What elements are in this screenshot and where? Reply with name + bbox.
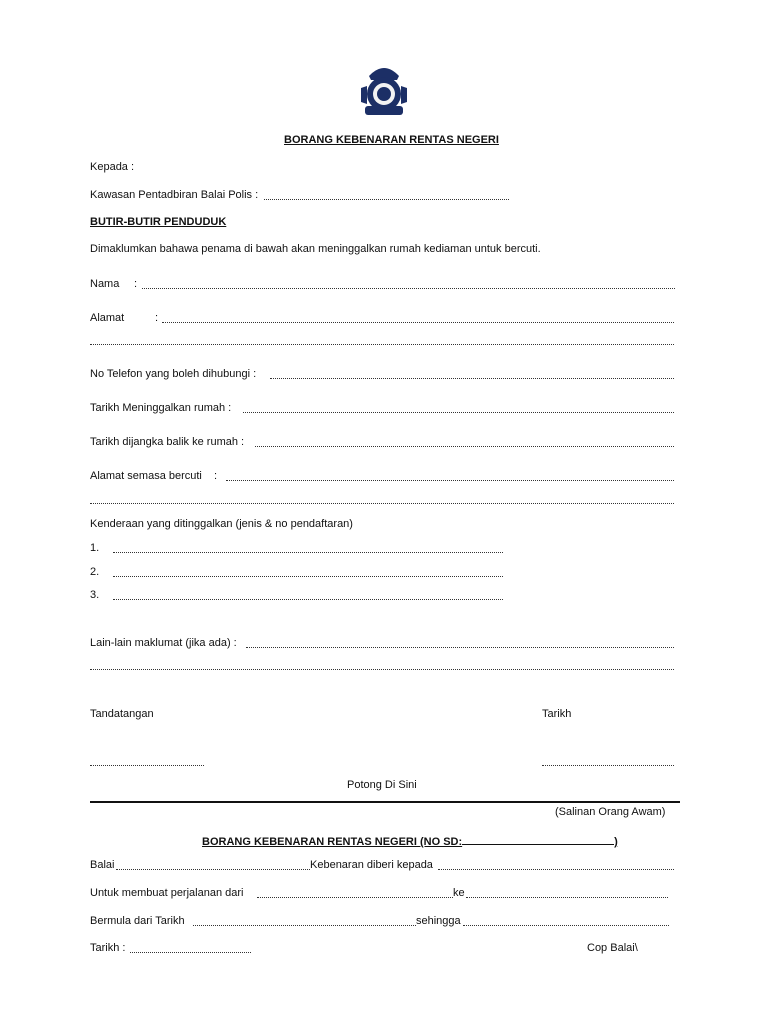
section-heading: BUTIR-BUTIR PENDUDUK: [90, 216, 227, 228]
slip-kebenaran-field[interactable]: [438, 869, 674, 870]
kawasan-label: Kawasan Pentadbiran Balai Polis :: [90, 189, 259, 201]
kawasan-field[interactable]: [264, 199, 509, 200]
police-crest-icon: [351, 58, 417, 124]
kenderaan-label: Kenderaan yang ditinggalkan (jenis & no pendaftaran): [90, 518, 353, 530]
telefon-label: No Telefon yang boleh dihubungi :: [90, 368, 257, 380]
slip-balai-label: Balai: [90, 859, 115, 871]
slip-sehingga-label: sehingga: [416, 915, 461, 927]
slip-cop-balai: Cop Balai\: [587, 942, 638, 954]
slip-balai-field[interactable]: [116, 869, 310, 870]
telefon-field[interactable]: [270, 378, 674, 379]
slip-tarikh-label: Tarikh :: [90, 942, 126, 954]
slip-ke-label: ke: [453, 887, 465, 899]
slip-ke-field[interactable]: [466, 897, 668, 898]
kenderaan-number-3: 3.: [90, 589, 100, 601]
intro-text: Dimaklumkan bahawa penama di bawah akan meninggalkan rumah kediaman untuk bercuti.: [90, 243, 541, 255]
alamat-cuti-label: Alamat semasa bercuti: [90, 470, 202, 482]
kenderaan-number-1: 1.: [90, 542, 100, 554]
slip-title: BORANG KEBENARAN RENTAS NEGERI (NO SD: ): [202, 833, 618, 848]
slip-dari-field[interactable]: [257, 897, 453, 898]
form-title: BORANG KEBENARAN RENTAS NEGERI: [284, 134, 499, 146]
potong-label: Potong Di Sini: [347, 779, 417, 791]
tarikh-field[interactable]: [542, 765, 674, 766]
kepada-label: Kepada :: [90, 161, 135, 173]
salinan-label: (Salinan Orang Awam): [555, 806, 666, 818]
tarikh-balik-field[interactable]: [255, 446, 674, 447]
slip-sehingga-field[interactable]: [463, 925, 669, 926]
slip-untuk-label: Untuk membuat perjalanan dari: [90, 887, 244, 899]
slip-bermula-label: Bermula dari Tarikh: [90, 915, 185, 927]
nama-label: Nama: [90, 278, 120, 290]
alamat-field-1[interactable]: [162, 322, 674, 323]
tarikh-tinggal-label: Tarikh Meninggalkan rumah :: [90, 402, 232, 414]
kenderaan-field-1[interactable]: [113, 552, 503, 553]
alamat-cuti-field-1[interactable]: [226, 480, 674, 481]
slip-bermula-field[interactable]: [193, 925, 416, 926]
tarikh-balik-label: Tarikh dijangka balik ke rumah :: [90, 436, 245, 448]
slip-tarikh-field[interactable]: [130, 952, 251, 953]
kenderaan-number-2: 2.: [90, 566, 100, 578]
lain-lain-field-1[interactable]: [246, 647, 674, 648]
lain-lain-field-2[interactable]: [90, 669, 674, 670]
tandatangan-field[interactable]: [90, 765, 204, 766]
cut-line: [90, 801, 680, 803]
tarikh-tinggal-field[interactable]: [243, 412, 674, 413]
nama-colon: :: [134, 278, 138, 290]
alamat-field-2[interactable]: [90, 344, 674, 345]
nama-field[interactable]: [142, 288, 675, 289]
tandatangan-label: Tandatangan: [90, 708, 154, 720]
lain-lain-label: Lain-lain maklumat (jika ada) :: [90, 637, 237, 649]
kenderaan-field-3[interactable]: [113, 599, 503, 600]
tarikh-label: Tarikh: [542, 708, 572, 720]
kenderaan-field-2[interactable]: [113, 576, 503, 577]
slip-kebenaran-label: Kebenaran diberi kepada: [310, 859, 433, 871]
alamat-cuti-colon: :: [214, 470, 218, 482]
alamat-colon: :: [155, 312, 159, 324]
alamat-cuti-field-2[interactable]: [90, 503, 674, 504]
alamat-label: Alamat: [90, 312, 125, 324]
